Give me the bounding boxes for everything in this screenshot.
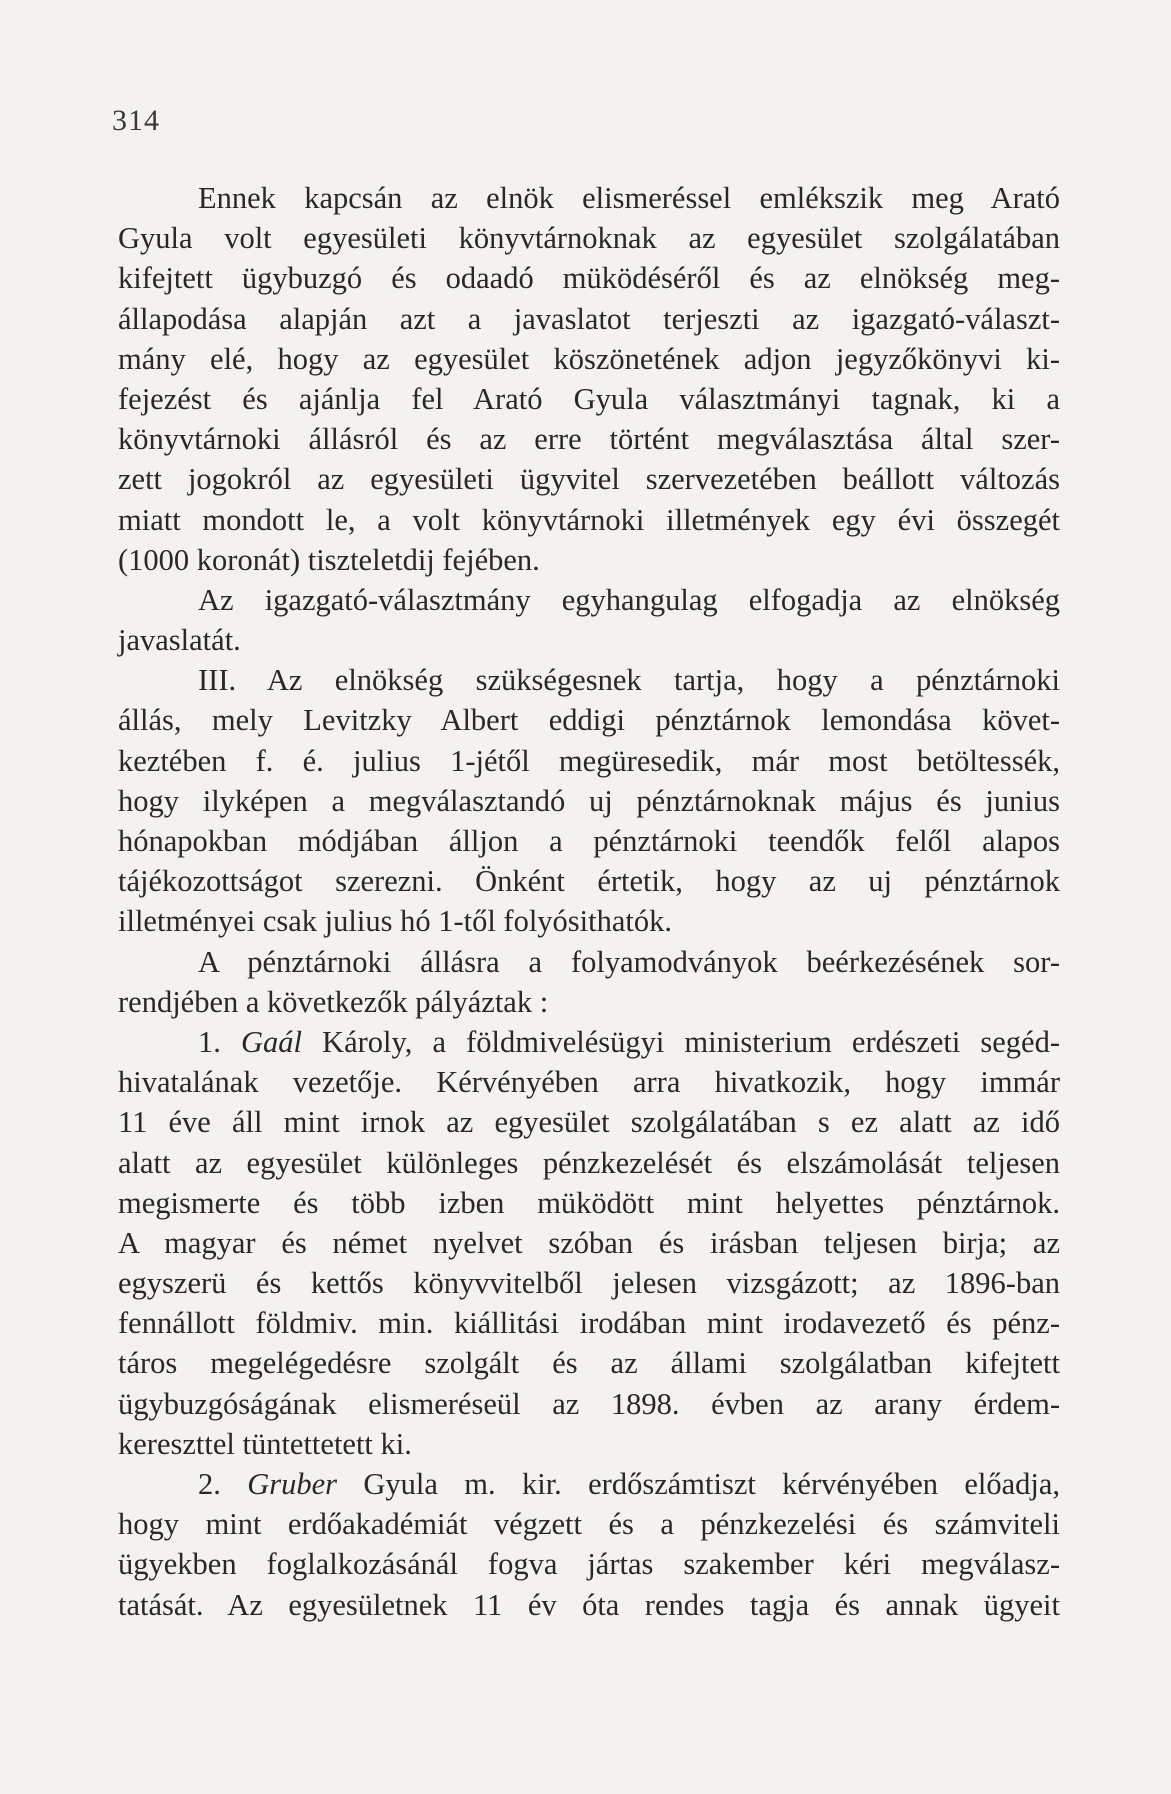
paragraph xyxy=(118,1464,1060,1625)
text-line xyxy=(118,901,1060,941)
line-text: A pénztárnoki állásra a folyamodványok beérkezésének sor- xyxy=(198,944,1060,979)
text-line xyxy=(118,1504,1060,1544)
line-text: kereszttel tüntettetett ki. xyxy=(118,1426,412,1461)
person-name: Gruber xyxy=(247,1467,338,1501)
text-line xyxy=(118,982,1060,1022)
paragraph xyxy=(118,942,1060,1022)
line-text: ügyekben foglalkozásánál fogva jártas szakember kéri megválasz- xyxy=(118,1547,1060,1582)
text-line xyxy=(118,1223,1060,1263)
line-text: Gyula volt egyesületi könyvtárnoknak az egyesület szolgálatában xyxy=(118,221,1060,256)
text-line xyxy=(118,741,1060,781)
line-text: ügybuzgóságának elismeréseül az 1898. évben az arany érdem- xyxy=(118,1386,1060,1421)
line-text: (1000 koronát) tiszteletdij fejében. xyxy=(118,542,540,577)
line-text: állapodása alapján azt a javaslatot terjeszti az igazgató-választ- xyxy=(118,301,1060,336)
paragraph xyxy=(118,660,1060,941)
text-line xyxy=(118,1303,1060,1343)
text-line xyxy=(118,1585,1060,1625)
text-line xyxy=(118,1062,1060,1102)
line-text: tájékozottságot szerezni. Önként értetik, hogy az uj pénztárnok xyxy=(118,864,1060,899)
line-text: III. Az elnökség szükségesnek tartja, hogy a pénztárnoki xyxy=(198,663,1060,698)
line-text: Ennek kapcsán az elnök elismeréssel emlékszik meg Arató xyxy=(198,181,1060,215)
text-line xyxy=(118,218,1060,258)
line-text: Károly, a földmivelésügyi ministerium erdészeti segéd- xyxy=(301,1024,1060,1059)
text-line xyxy=(118,500,1060,540)
line-text: 11 éve áll mint irnok az egyesület szolgálatában s ez alatt az idő xyxy=(118,1105,1060,1140)
text-line xyxy=(118,1384,1060,1424)
line-text: A magyar és német nyelvet szóban és irásban teljesen birja; az xyxy=(118,1225,1060,1260)
line-text: fejezést és ajánlja fel Arató Gyula választmányi tagnak, ki a xyxy=(118,381,1060,416)
text-line xyxy=(118,1544,1060,1584)
text-line xyxy=(118,580,1060,620)
line-text: mány elé, hogy az egyesület köszönetének adjon jegyzőkönyvi ki- xyxy=(118,341,1060,376)
paragraph xyxy=(118,178,1060,580)
text-line xyxy=(118,861,1060,901)
text-line xyxy=(118,178,1060,218)
text-line xyxy=(118,1022,1060,1062)
paragraph xyxy=(118,1022,1060,1464)
line-text: hogy ilyképen a megválasztandó uj pénztárnoknak május és junius xyxy=(118,783,1060,818)
line-text: táros megelégedésre szolgált és az állami szolgálatban kifejtett xyxy=(118,1346,1060,1381)
line-text: fennállott földmiv. min. kiállitási irodában mint irodavezető és pénz- xyxy=(118,1306,1060,1341)
text-line xyxy=(118,620,1060,660)
text-line xyxy=(118,299,1060,339)
line-text: állás, mely Levitzky Albert eddigi pénztárnok lemondása követ- xyxy=(118,703,1060,738)
text-line xyxy=(118,1102,1060,1142)
text-line xyxy=(118,660,1060,700)
paragraph xyxy=(118,580,1060,660)
line-text: hónapokban módjában álljon a pénztárnoki teendők felől alapos xyxy=(118,824,1060,858)
line-text: egyszerü és kettős könyvvitelből jelesen vizsgázott; az 1896-ban xyxy=(118,1266,1060,1301)
text-line xyxy=(118,1263,1060,1303)
text-line xyxy=(118,700,1060,740)
line-text: tatását. Az egyesületnek 11 év óta rendes tagja és annak ügyeit xyxy=(118,1587,1060,1622)
list-number: 1. xyxy=(198,1024,241,1059)
text-line xyxy=(118,821,1060,861)
text-line xyxy=(118,781,1060,821)
line-text: alatt az egyesület különleges pénzkezelését és elszámolását teljesen xyxy=(118,1145,1060,1180)
page-number: 314 xyxy=(112,104,160,137)
line-text: kifejtett ügybuzgó és odaadó müködéséről és az elnökség meg- xyxy=(118,261,1060,296)
text-line xyxy=(118,1143,1060,1183)
text-line xyxy=(118,1424,1060,1464)
line-text: megismerte és több izben müködött mint helyettes pénztárnok. xyxy=(118,1185,1060,1220)
text-line xyxy=(118,1464,1060,1504)
line-text: hogy mint erdőakadémiát végzett és a pénzkezelési és számviteli xyxy=(118,1507,1060,1542)
line-text: Gyula m. kir. erdőszámtiszt kérvényében előadja, xyxy=(337,1467,1061,1501)
text-line xyxy=(118,258,1060,298)
line-text: könyvtárnoki állásról és az erre történt megválasztása által szer- xyxy=(118,422,1060,457)
line-text: keztében f. é. julius 1-jétől megüresedik, már most betöltessék, xyxy=(118,743,1060,778)
text-line xyxy=(118,1183,1060,1223)
text-line xyxy=(118,540,1060,580)
line-text: miatt mondott le, a volt könyvtárnoki illetmények egy évi összegét xyxy=(118,502,1060,537)
body-text xyxy=(118,178,1060,1625)
line-text: illetményei csak julius hó 1-től folyósithatók. xyxy=(118,904,673,939)
list-number: 2. xyxy=(198,1467,248,1501)
line-text: zett jogokról az egyesületi ügyvitel szervezetében beállott változás xyxy=(118,462,1060,497)
text-line xyxy=(118,459,1060,499)
text-line xyxy=(118,1343,1060,1383)
text-line xyxy=(118,942,1060,982)
line-text: rendjében a következők pályáztak : xyxy=(118,984,549,1019)
person-name: Gaál xyxy=(240,1024,302,1059)
line-text: Az igazgató-választmány egyhangulag elfogadja az elnökség xyxy=(198,582,1060,617)
text-line xyxy=(118,339,1060,379)
text-line xyxy=(118,419,1060,459)
text-line xyxy=(118,379,1060,419)
line-text: javaslatát. xyxy=(118,623,241,658)
line-text: hivatalának vezetője. Kérvényében arra hivatkozik, hogy immár xyxy=(118,1065,1060,1100)
